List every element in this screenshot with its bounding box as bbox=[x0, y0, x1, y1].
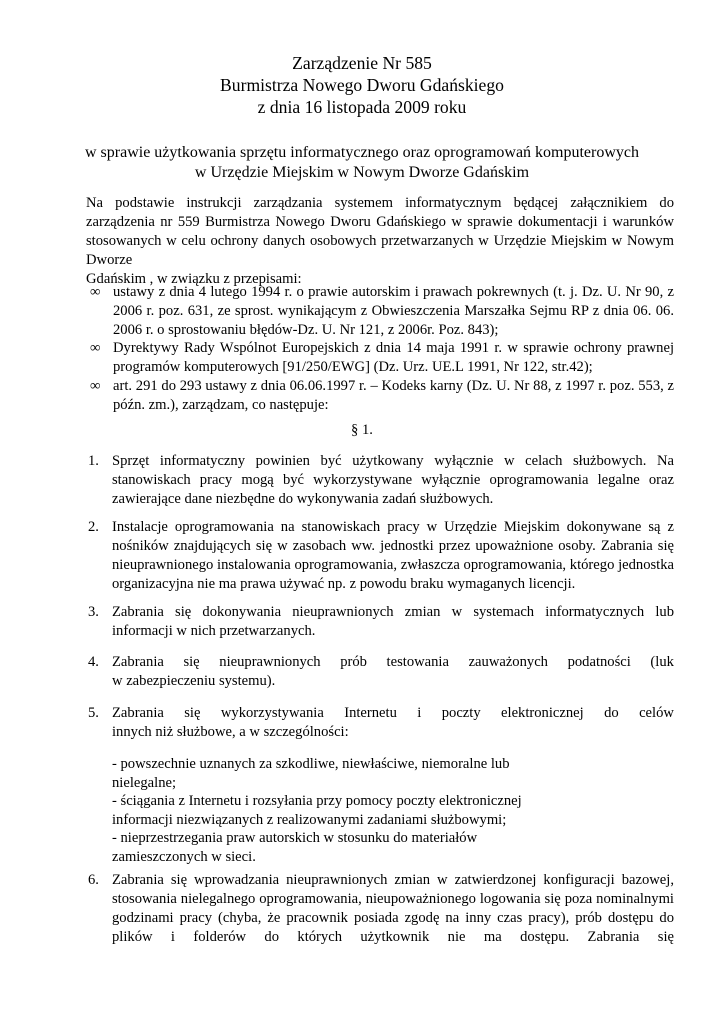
sublist-line: - powszechnie uznanych za szkodliwe, niewłaściwe, niemoralne lub bbox=[112, 756, 510, 772]
item-number: 5. bbox=[88, 705, 99, 721]
item-text: Zabrania się dokonywania nieuprawnionych zmian w systemach informatycznych lub informacji w nich przetwarzanych. bbox=[112, 604, 674, 639]
sublist-line: zamieszczonych w sieci. bbox=[112, 848, 256, 865]
document-title bbox=[0, 52, 724, 118]
sublist-line: - ściągania z Internetu i rozsyłania przy pomocy poczty elektronicznej bbox=[112, 793, 522, 809]
title-line-1: Zarządzenie Nr 585 bbox=[292, 53, 432, 73]
legal-basis-item bbox=[90, 283, 674, 340]
numbered-item bbox=[88, 452, 674, 509]
legal-basis-item bbox=[90, 377, 674, 415]
infinity-bullet-icon: ∞ bbox=[90, 340, 101, 356]
legal-basis-item-text: Dyrektywy Rady Wspólnot Europejskich z dnia 14 maja 1991 r. w sprawie ochrony prawnej programów komputerowych [91/250/EWG] (Dz. Urz. UE.L 1991, Nr 122, str.42); bbox=[113, 340, 674, 375]
infinity-bullet-icon: ∞ bbox=[90, 284, 101, 300]
item-text-line: innych niż służbowe, a w szczególności: bbox=[112, 724, 349, 740]
numbered-item bbox=[88, 603, 674, 641]
item-text: Zabrania się wprowadzania nieuprawnionych zmian w zatwierdzonej konfiguracji bazowej, stosowania nielegalnego oprogramowania, nieupoważnionego logowania się poza nominalnymi godzinami pracy (chyba, że pracownik posiada zgodę na inny czas pracy), prób dostępu do plików i folderów do których użytkownik nie ma dostępu. Zabrania się bbox=[112, 872, 674, 945]
item-text-line: Zabrania się nieuprawnionych prób testowania zauważonych podatności (luk bbox=[112, 654, 674, 670]
item-text-line: Zabrania się wykorzystywania Internetu i poczty elektronicznej do celów bbox=[112, 705, 674, 721]
legal-basis-item-text: ustawy z dnia 4 lutego 1994 r. o prawie autorskim i prawach pokrewnych (t. j. Dz. U. Nr 90, z 2006 r. poz. 631, ze sprost. wynikającym z Obwieszczenia Marszałka Sejmu RP z dnia 06. 06. 2006 r. o sprostowaniu błędów-Dz. U. Nr 121, z 2006r. Poz. 843); bbox=[113, 284, 674, 338]
item-number: 4. bbox=[88, 654, 99, 670]
legal-basis-item-text: art. 291 do 293 ustawy z dnia 06.06.1997 r. – Kodeks karny (Dz. U. Nr 88, z 1997 r. poz. 553, z późn. zm.), zarządzam, co następuje: bbox=[113, 378, 674, 413]
legal-basis-text-last: Gdańskim , w związku z przepisami: bbox=[86, 271, 302, 287]
item-number: 2. bbox=[88, 519, 99, 535]
legal-basis-paragraph bbox=[86, 194, 674, 289]
title-line-3: z dnia 16 listopada 2009 roku bbox=[257, 97, 467, 117]
item-number: 1. bbox=[88, 453, 99, 469]
item-text: Instalacje oprogramowania na stanowiskach pracy w Urzędzie Miejskim dokonywane są z nośników znajdujących się w zasobach ww. jednostki przez upoważnione osoby. Zabrania się nieuprawnionego instalowania oprogramowania, zwłaszcza oprogramowania, którego jednostka organizacyjna nie ma prawa używać np. z powodu braku wymaganych licencji. bbox=[112, 519, 674, 592]
subject-line-2: w Urzędzie Miejskim w Nowym Dworze Gdańskim bbox=[194, 164, 530, 181]
item-text bbox=[112, 704, 674, 742]
item-text-line: w zabezpieczeniu systemu). bbox=[112, 673, 276, 689]
section-mark: § 1. bbox=[351, 422, 373, 438]
subject-line-1: w sprawie użytkowania sprzętu informatycznego oraz oprogramowań komputerowych bbox=[84, 144, 640, 161]
numbered-item bbox=[88, 518, 674, 594]
infinity-bullet-icon: ∞ bbox=[90, 378, 101, 394]
numbered-item bbox=[88, 653, 674, 691]
item-text bbox=[112, 653, 674, 691]
sublist-line: informacji niezwiązanych z realizowanymi zadaniami służbowymi; bbox=[112, 811, 507, 828]
sublist-line: nielegalne; bbox=[112, 774, 177, 791]
numbered-item bbox=[88, 871, 674, 947]
numbered-item bbox=[88, 704, 674, 742]
sublist-line: - nieprzestrzegania praw autorskich w stosunku do materiałów bbox=[112, 830, 478, 846]
item-number: 6. bbox=[88, 872, 99, 888]
document-subject bbox=[0, 143, 724, 183]
item-number: 3. bbox=[88, 604, 99, 620]
legal-basis-text: Na podstawie instrukcji zarządzania systemem informatycznym będącej załącznikiem do zarządzenia nr 559 Burmistrza Nowego Dworu Gdańskiego w sprawie dokumentacji i warunków stosowanych w celu ochrony danych osobowych przetwarzanych w Urzędzie Miejskim w Nowym Dworze bbox=[86, 195, 674, 268]
item-text: Sprzęt informatyczny powinien być użytkowany wyłącznie w celach służbowych. Na stanowiskach pracy mogą być wykorzystywane wyłącznie oprogramowania legalne oraz zawierające dane niezbędne do wykonywania zadań służbowych. bbox=[112, 453, 674, 507]
title-line-2: Burmistrza Nowego Dworu Gdańskiego bbox=[220, 75, 504, 95]
item-5-sublist bbox=[112, 755, 612, 866]
legal-basis-item bbox=[90, 339, 674, 377]
